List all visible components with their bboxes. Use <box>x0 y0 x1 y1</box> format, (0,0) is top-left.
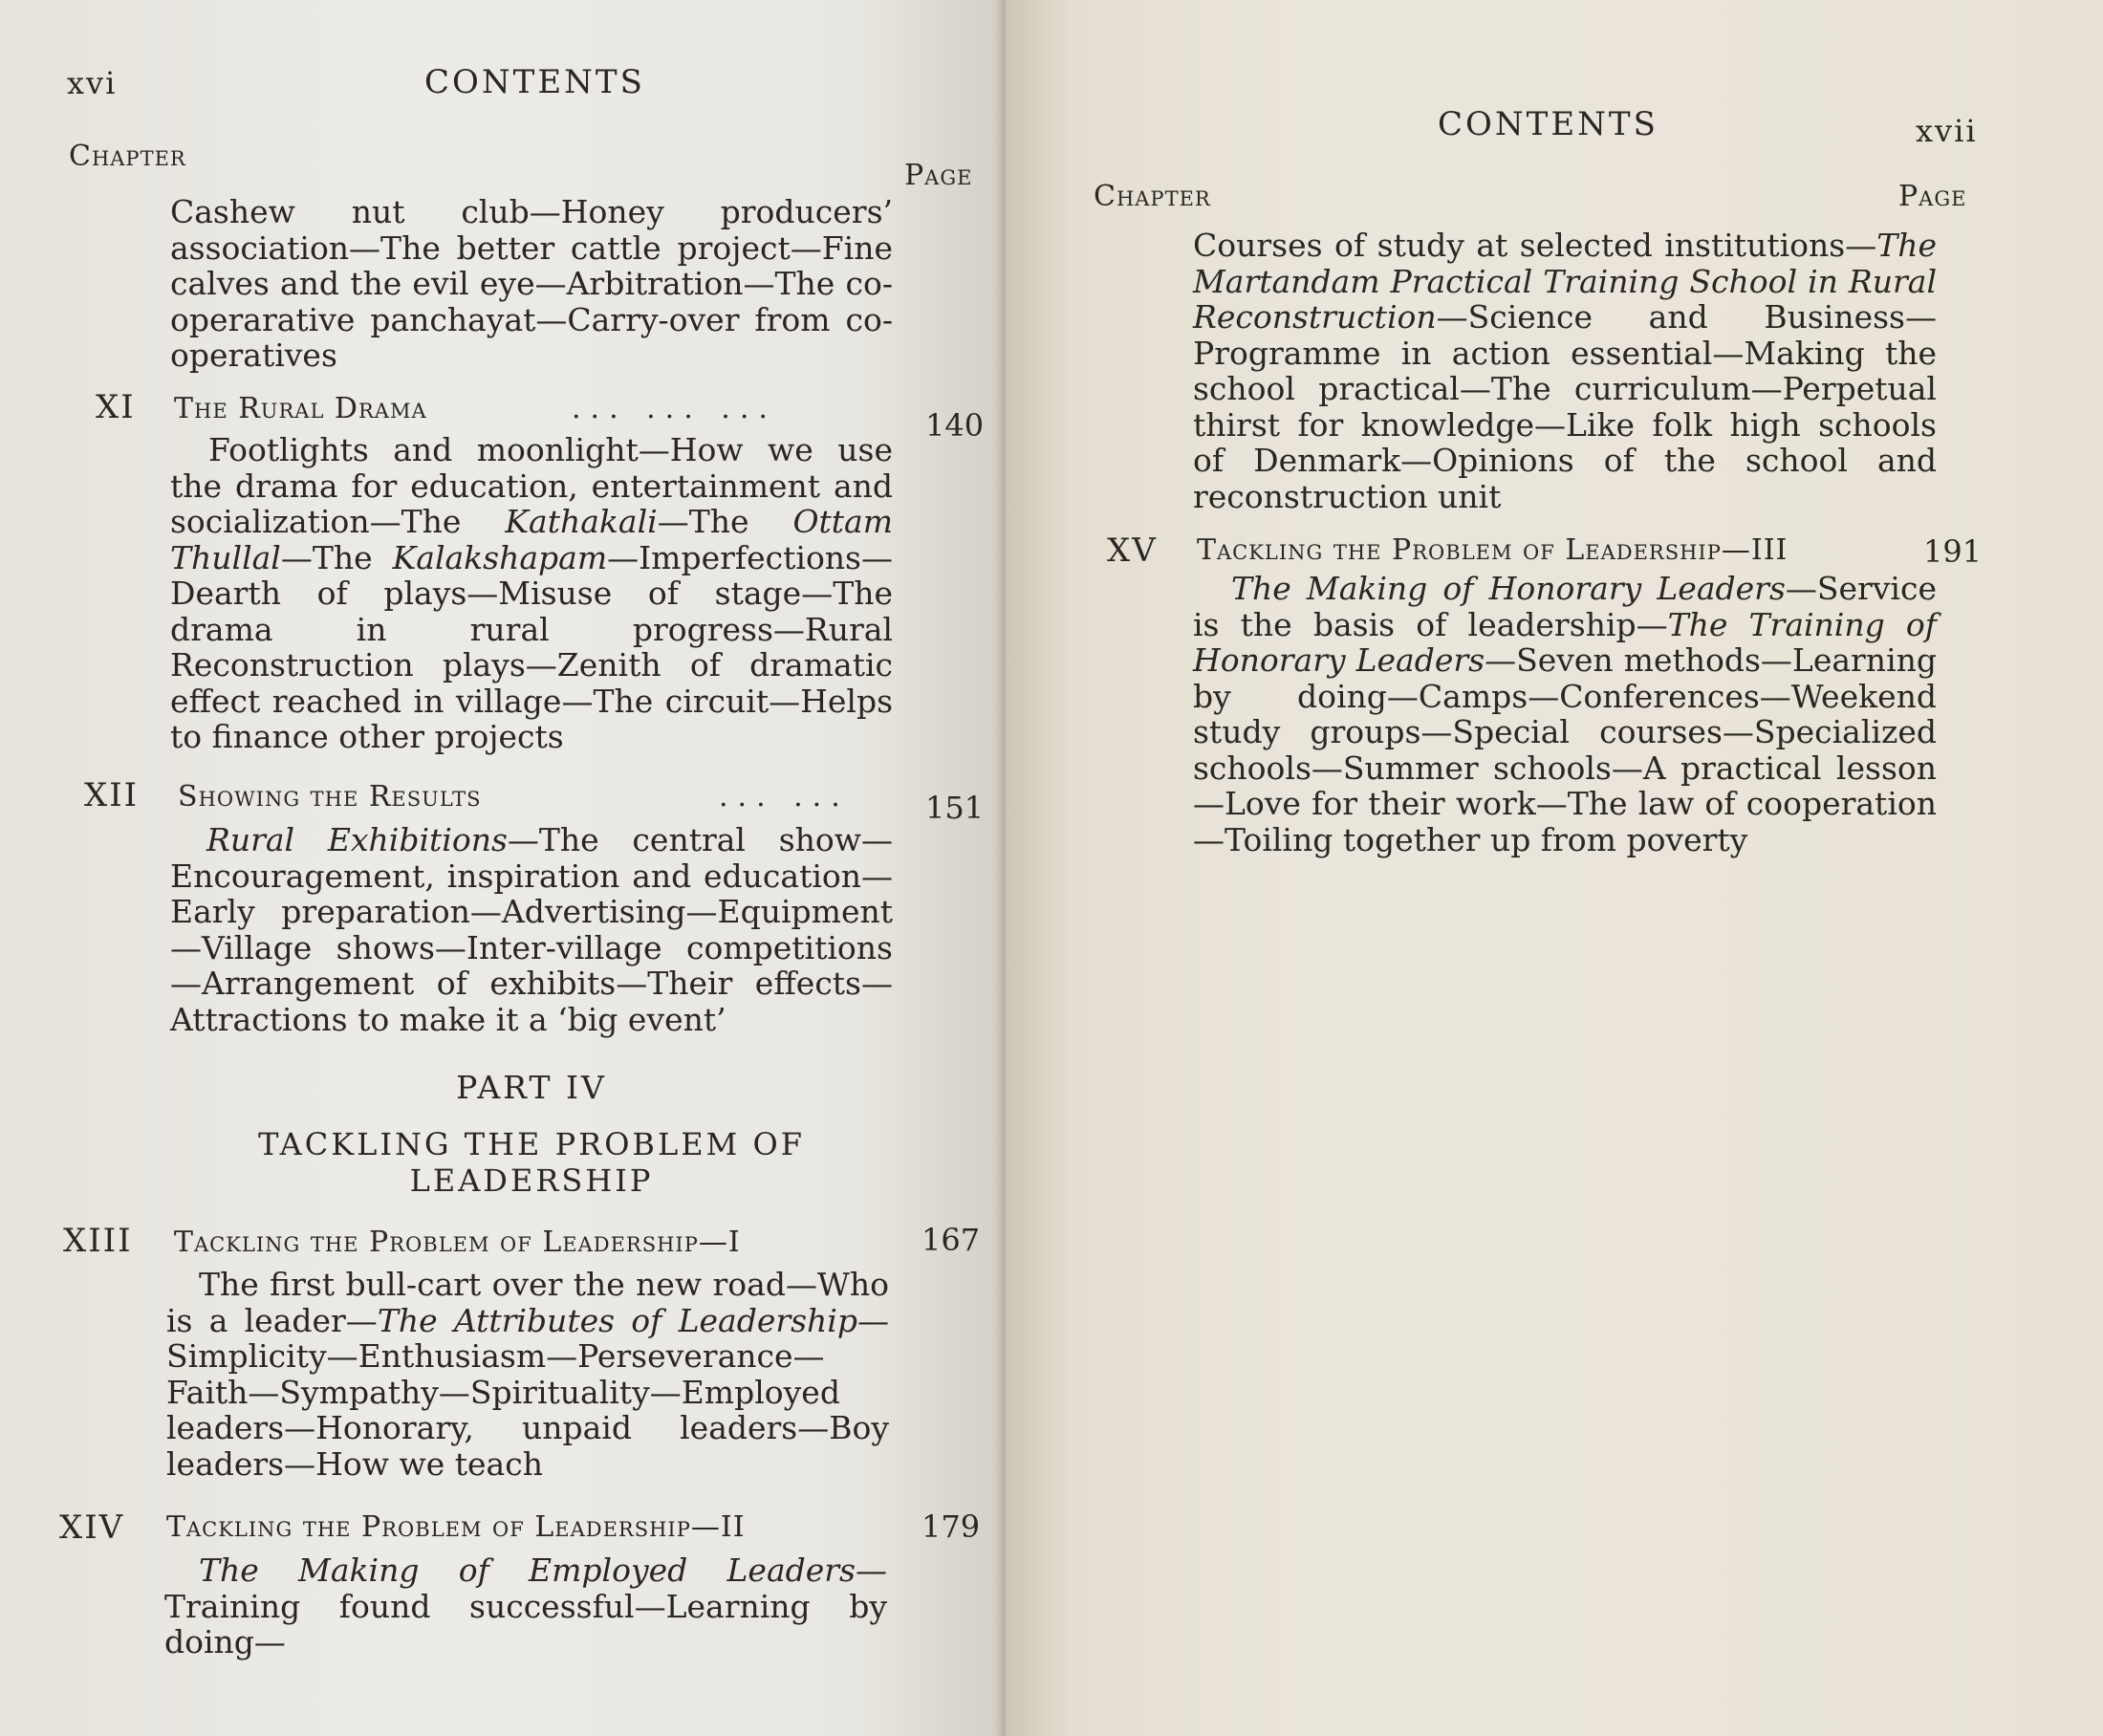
leader-dots: ... ... <box>719 780 850 814</box>
part-heading: PART IV <box>456 1069 607 1106</box>
chapter-title: Tackling the Problem of Leadership—II <box>166 1510 746 1544</box>
page-number: 167 <box>921 1222 981 1258</box>
left-running-head: CONTENTS <box>424 63 645 101</box>
chapter-title: Showing the Results <box>178 780 482 814</box>
chapter-title: The Rural Drama <box>174 392 427 425</box>
leader-dots: ... ... ... <box>572 392 777 425</box>
chapter-column-label: Chapter <box>69 140 186 173</box>
page-number: 191 <box>1923 533 1983 570</box>
chapter-numeral: XII <box>84 776 140 814</box>
chapter-numeral: XIII <box>63 1222 133 1260</box>
chapter-title: Tackling the Problem of Leadership—III <box>1197 533 1789 567</box>
continuation-text: Courses of study at selected institutions—The Martandam Practical Training School in Rural Reconstruction—Science and Business—Programme in action essential—Making the school practical—The curriculum—Perpetual thirst for knowledge—Like folk high schools of Denmark—Opinions of the school and reconstruction unit <box>1193 227 1937 515</box>
page-number: 179 <box>921 1508 981 1545</box>
left-folio: xvi <box>67 65 118 101</box>
page-column-label: Page <box>904 159 973 192</box>
page-column-label: Page <box>1898 180 1967 213</box>
right-page <box>1006 0 2103 1736</box>
continuation-text: Cashew nut club—Honey producers’ association—The better cattle project—Fine calves and the evil eye—Arbitration—The co-operarative panchayat—Carry-over from co-operatives <box>170 193 893 374</box>
chapter-summary: The Making of Honorary Leaders—Service is the basis of leadership—The Training of Honorary Leaders—Seven methods—Learning by doing—Camps—Conferences—Weekend study groups—Special courses—Specialized schools—Summer schools—A practical lesson—Love for their work—The law of cooperation—Toiling together up from poverty <box>1193 570 1937 858</box>
chapter-numeral: XIV <box>59 1508 125 1547</box>
chapter-numeral: XI <box>96 388 136 426</box>
right-running-head: CONTENTS <box>1438 105 1659 143</box>
part-title-line-2: LEADERSHIP <box>409 1162 654 1199</box>
chapter-summary: Footlights and moonlight—How we use the drama for education, entertainment and socialization—The Kathakali—The Ottam Thullal—The Kalakshapam—Imperfections—Dearth of plays—Misuse of stage—The drama in rural progress—Rural Reconstruction plays—Zenith of dramatic effect reached in village—The circuit—Helps to finance other projects <box>170 431 893 755</box>
chapter-summary: The Making of Employed Leaders—Training found successful—Learning by doing— <box>164 1552 887 1660</box>
left-page <box>0 0 1006 1736</box>
chapter-summary: Rural Exhibitions—The central show—Encouragement, inspiration and education—Early preparation—Advertising—Equipment—Village shows—Inter-village competitions—Arrangement of exhibits—Their effects—Attractions to make it a ‘big event’ <box>170 821 894 1038</box>
part-title-line-1: TACKLING THE PROBLEM OF <box>258 1126 805 1162</box>
page-number: 151 <box>925 790 985 826</box>
chapter-title: Tackling the Problem of Leadership—I <box>174 1226 741 1259</box>
page-number: 140 <box>925 407 985 444</box>
chapter-column-label: Chapter <box>1094 180 1211 213</box>
right-folio: xvii <box>1916 113 1978 149</box>
chapter-numeral: XV <box>1107 532 1158 570</box>
chapter-summary: The first bull-cart over the new road—Who is a leader—The Attributes of Leadership—Simplicity—Enthusiasm—Perseverance—Faith—Sympathy—Spirituality—Employed leaders—Honorary, unpaid leaders—Boy leaders—How we teach <box>166 1266 889 1483</box>
